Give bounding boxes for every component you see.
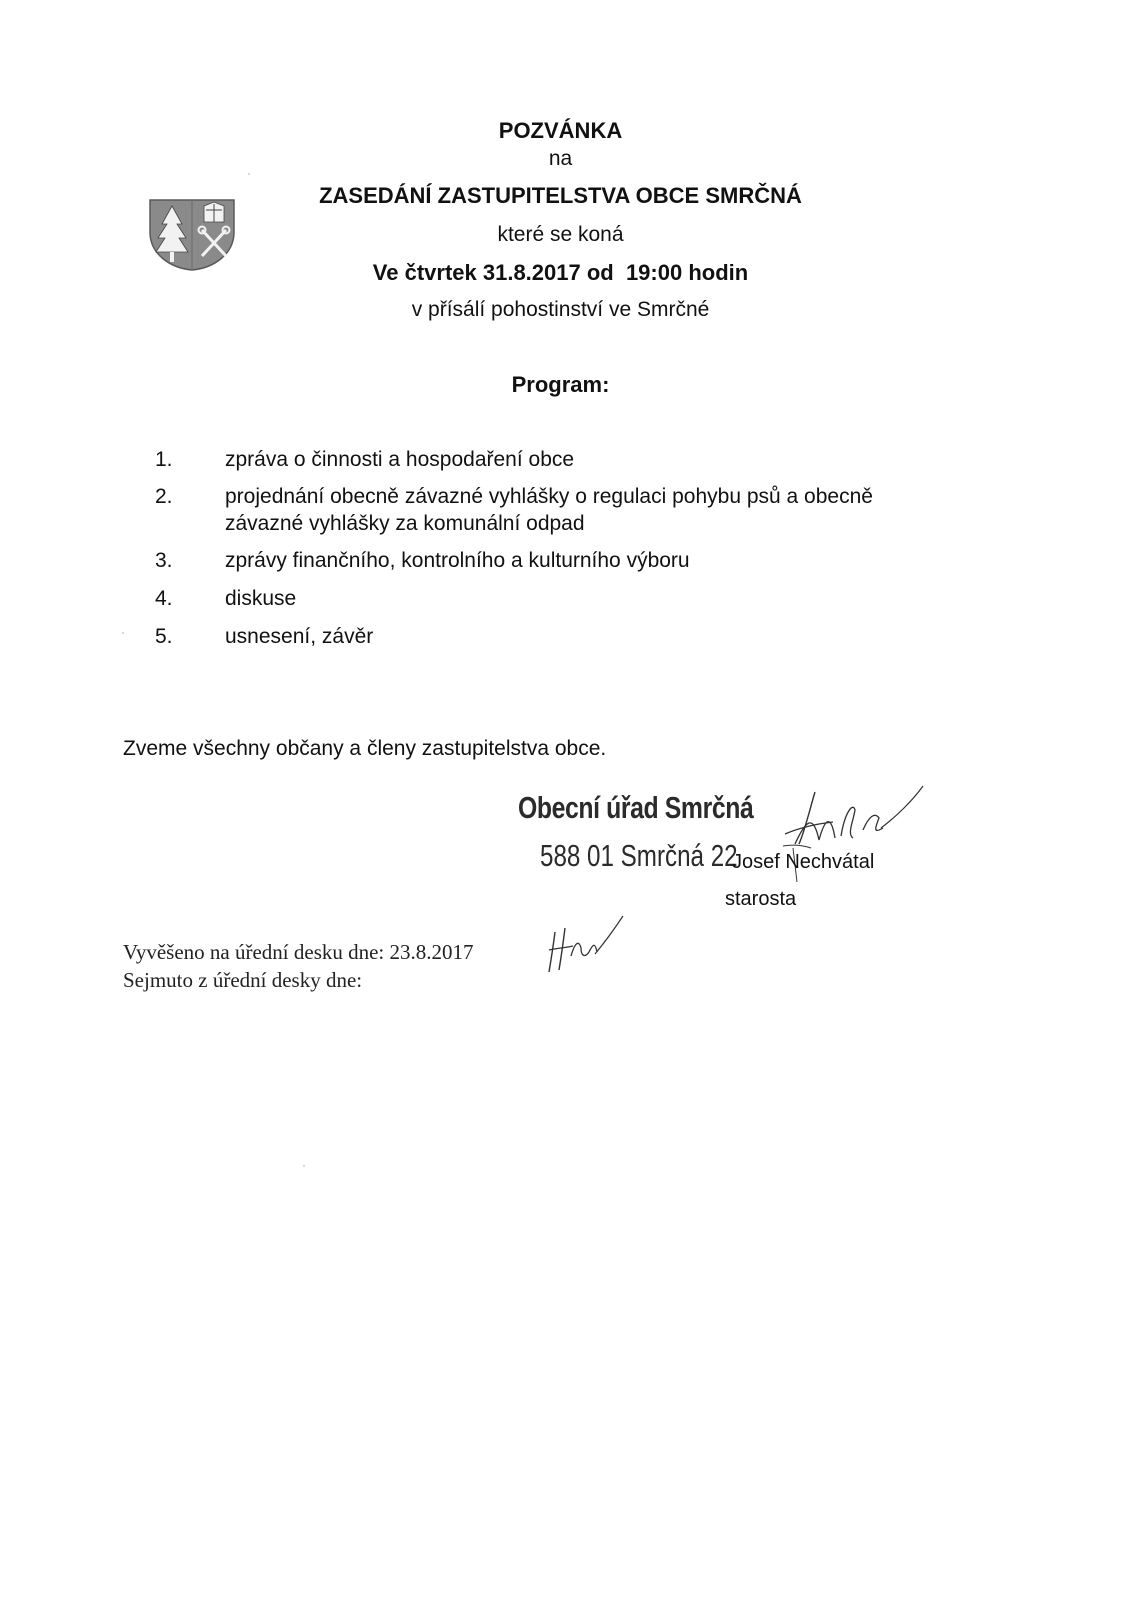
removed-date: Sejmuto z úřední desky dne: bbox=[123, 968, 363, 992]
agenda-item-number: 1. bbox=[155, 448, 173, 471]
signature-icon bbox=[775, 782, 935, 892]
agenda-item-text: projednání obecně závazné vyhlášky o regulaci pohybu psů a obecně závazné vyhlášky za komunální odpad bbox=[225, 485, 873, 535]
meeting-subtitle: které se koná bbox=[497, 223, 624, 246]
stamp-address: 588 01 Smrčná 22 bbox=[540, 838, 738, 873]
meeting-location: v přísálí pohostinství ve Smrčné bbox=[411, 298, 710, 321]
program-heading: Program: bbox=[511, 372, 610, 397]
agenda-item-text: zpráva o činnosti a hospodaření obce bbox=[225, 448, 575, 471]
posted-date: Vyvěšeno na úřední desku dne: 23.8.2017 bbox=[123, 940, 474, 964]
scan-speck bbox=[122, 632, 124, 634]
meeting-date-time: Ve čtvrtek 31.8.2017 od 19:00 hodin bbox=[372, 260, 749, 285]
stamp-name: Obecní úřad Smrčná bbox=[518, 790, 754, 825]
agenda-item-number: 4. bbox=[155, 587, 173, 610]
scan-speck bbox=[248, 173, 250, 175]
signatory-name: Josef Nechvátal bbox=[732, 851, 875, 873]
initials-signature-icon bbox=[545, 912, 630, 987]
document-title: POZVÁNKA bbox=[498, 118, 623, 143]
invitation-text: Zveme všechny občany a členy zastupitelstva obce. bbox=[123, 737, 607, 760]
signatory-role: starosta bbox=[725, 888, 797, 910]
agenda-item-number: 3. bbox=[155, 549, 173, 572]
agenda-item-text: diskuse bbox=[225, 587, 297, 610]
scan-speck bbox=[303, 1165, 305, 1167]
agenda-item-text: usnesení, závěr bbox=[225, 625, 374, 648]
title-preposition: na bbox=[548, 147, 573, 170]
meeting-name: ZASEDÁNÍ ZASTUPITELSTVA OBCE SMRČNÁ bbox=[319, 183, 802, 208]
agenda-item-number: 2. bbox=[155, 485, 173, 508]
agenda-item-number: 5. bbox=[155, 625, 173, 648]
agenda-item-text: zprávy finančního, kontrolního a kulturního výboru bbox=[225, 549, 690, 572]
